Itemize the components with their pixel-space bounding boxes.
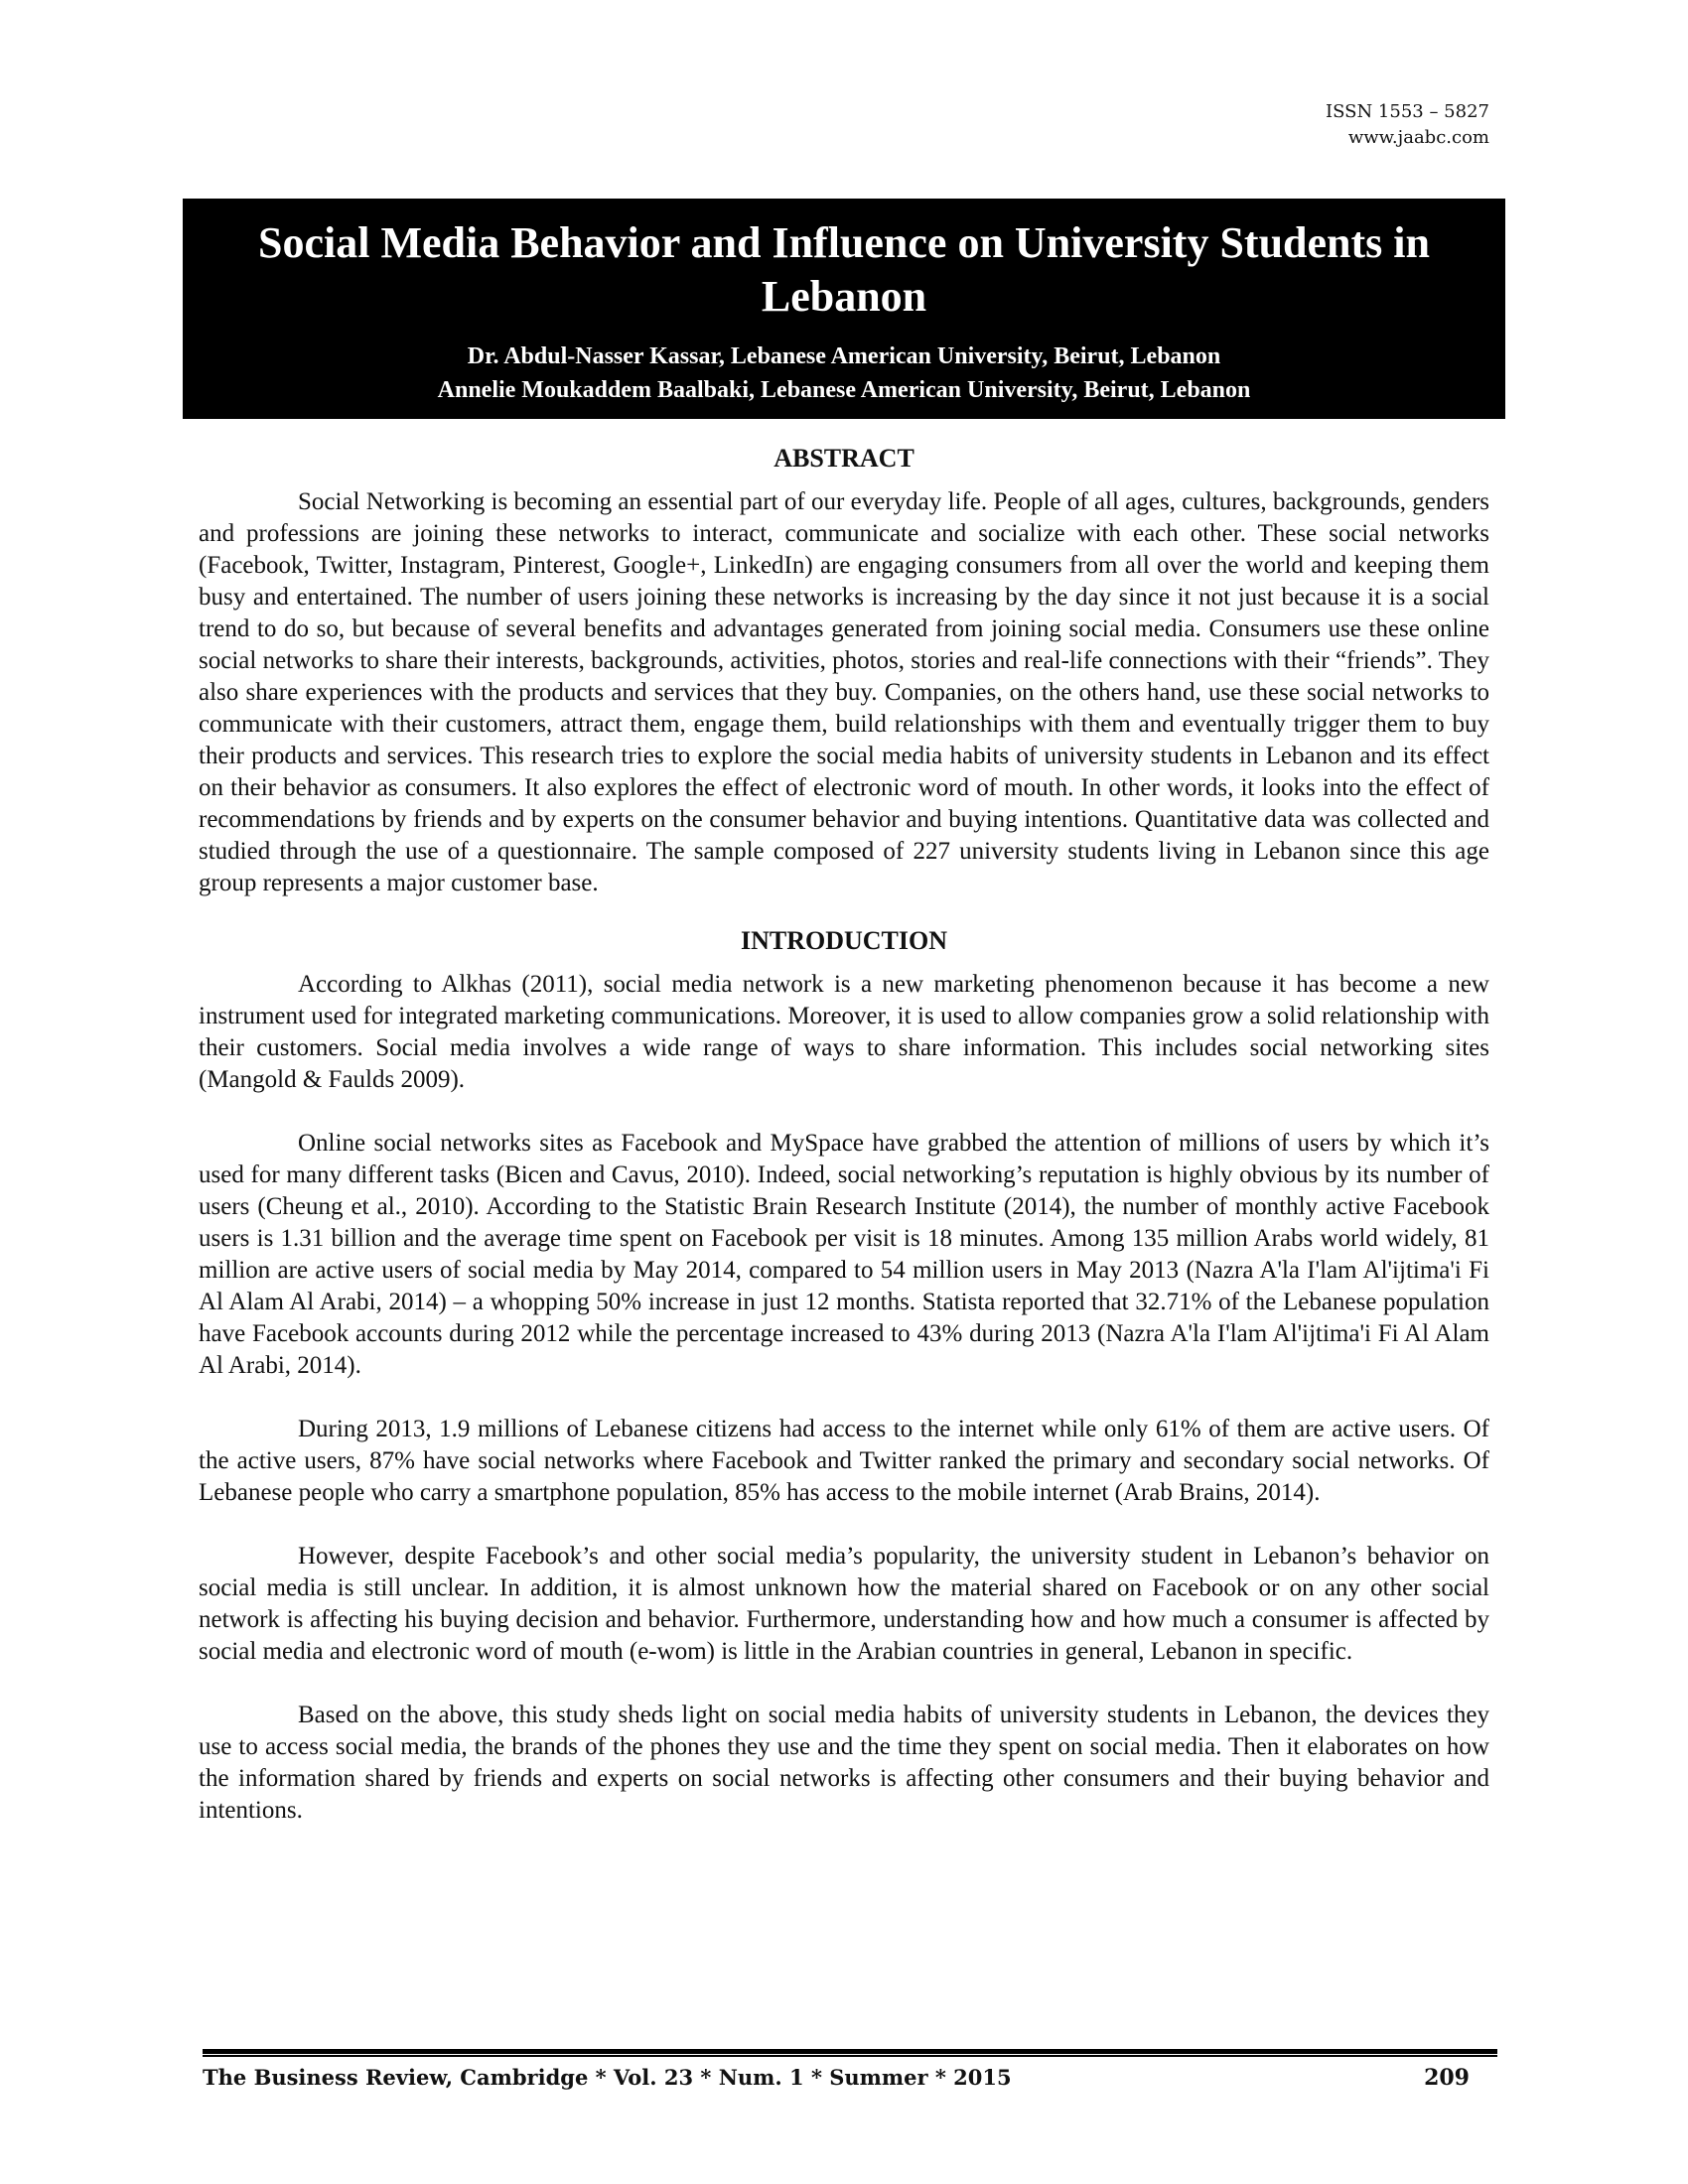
journal-identifiers (1326, 99, 1489, 151)
abstract-paragraph: Social Networking is becoming an essential part of our everyday life. People of all ages, cultures, backgrounds, genders and professions are joining these networks to interact, communicate and socialize with each other. These social networks (Facebook, Twitter, Instagram, Pinterest, Google+, LinkedIn) are engaging consumers from all over the world and keeping them busy and entertained. The number of users joining these networks is increasing by the day since it not just because it is a social trend to do so, but because of several benefits and advantages generated from joining social media. Consumers use these online social networks to share their interests, backgrounds, activities, photos, stories and real-life connections with their “friends”. They also share experiences with the products and services that they buy. Companies, on the others hand, use these social networks to communicate with their customers, attract them, engage them, build relationships with them and eventually trigger them to buy their products and services. This research tries to explore the social media habits of university students in Lebanon and its effect on their behavior as consumers. It also explores the effect of electronic word of mouth. In other words, it looks into the effect of recommendations by friends and by experts on the consumer behavior and buying intentions. Quantitative data was collected and studied through the use of a questionnaire. The sample composed of 227 university students living in Lebanon since this age group represents a major customer base. (199, 488, 1489, 896)
body-paragraph: However, despite Facebook’s and other social media’s popularity, the university student in Lebanon’s behavior on social media is still unclear. In addition, it is almost unknown how the material shared on Facebook or on any other social network is affecting his buying decision and behavior. Furthermore, understanding how and how much a consumer is affected by social media and electronic word of mouth (e-wom) is little in the Arabian countries in general, Lebanon in specific. (199, 1543, 1489, 1665)
author-list (183, 340, 1505, 407)
body-paragraph: Based on the above, this study sheds light on social media habits of university students in Lebanon, the devices they use to access social media, the brands of the phones they use and the time they spent on social media. Then it elaborates on how the information shared by friends and experts on social networks is affecting other consumers and their buying behavior and intentions. (199, 1702, 1489, 1824)
body-paragraph: During 2013, 1.9 millions of Lebanese citizens had access to the internet while only 61% of them are active users. Of the active users, 87% have social networks where Facebook and Twitter ranked the primary and secondary social networks. Of Lebanese people who carry a smartphone population, 85% has access to the mobile internet (Arab Brains, 2014). (199, 1416, 1489, 1506)
author-line: Annelie Moukaddem Baalbaki, Lebanese American University, Beirut, Lebanon (437, 377, 1251, 403)
title-banner (183, 199, 1505, 419)
issn-text: ISSN 1553 – 5827 (1326, 101, 1489, 122)
website-text: www.jaabc.com (1347, 127, 1489, 148)
body-paragraph: According to Alkhas (2011), social media network is a new marketing phenomenon because it has become a new instrument used for integrated marketing communications. Moreover, it is used to allow companies grow a solid relationship with their customers. Social media involves a wide range of ways to share information. This includes social networking sites (Mangold & Faulds 2009). (199, 971, 1489, 1093)
author-line: Dr. Abdul-Nasser Kassar, Lebanese American University, Beirut, Lebanon (467, 343, 1221, 369)
journal-citation: The Business Review, Cambridge * Vol. 23 * Num. 1 * Summer * 2015 (203, 2065, 1012, 2090)
abstract-heading: ABSTRACT (774, 444, 914, 473)
paper-title: Social Media Behavior and Influence on University Students in Lebanon (258, 218, 1430, 321)
footer-divider (203, 2049, 1497, 2057)
article-body (199, 443, 1489, 1827)
introduction-heading: INTRODUCTION (740, 926, 948, 955)
page-number: 209 (1424, 2065, 1470, 2091)
body-paragraph: Online social networks sites as Facebook and MySpace have grabbed the attention of millions of users by which it’s used for many different tasks (Bicen and Cavus, 2010). Indeed, social networking’s reputation is highly obvious by its number of users (Cheung et al., 2010). According to the Statistic Brain Research Institute (2014), the number of monthly active Facebook users is 1.31 billion and the average time spent on Facebook per visit is 18 minutes. Among 135 million Arabs world widely, 81 million are active users of social media by May 2014, compared to 54 million users in May 2013 (Nazra A'la I'lam Al'ijtima'i Fi Al Alam Al Arabi, 2014) – a whopping 50% increase in just 12 months. Statista reported that 32.71% of the Lebanese population have Facebook accounts during 2012 while the percentage increased to 43% during 2013 (Nazra A'la I'lam Al'ijtima'i Fi Al Alam Al Arabi, 2014). (199, 1130, 1489, 1379)
